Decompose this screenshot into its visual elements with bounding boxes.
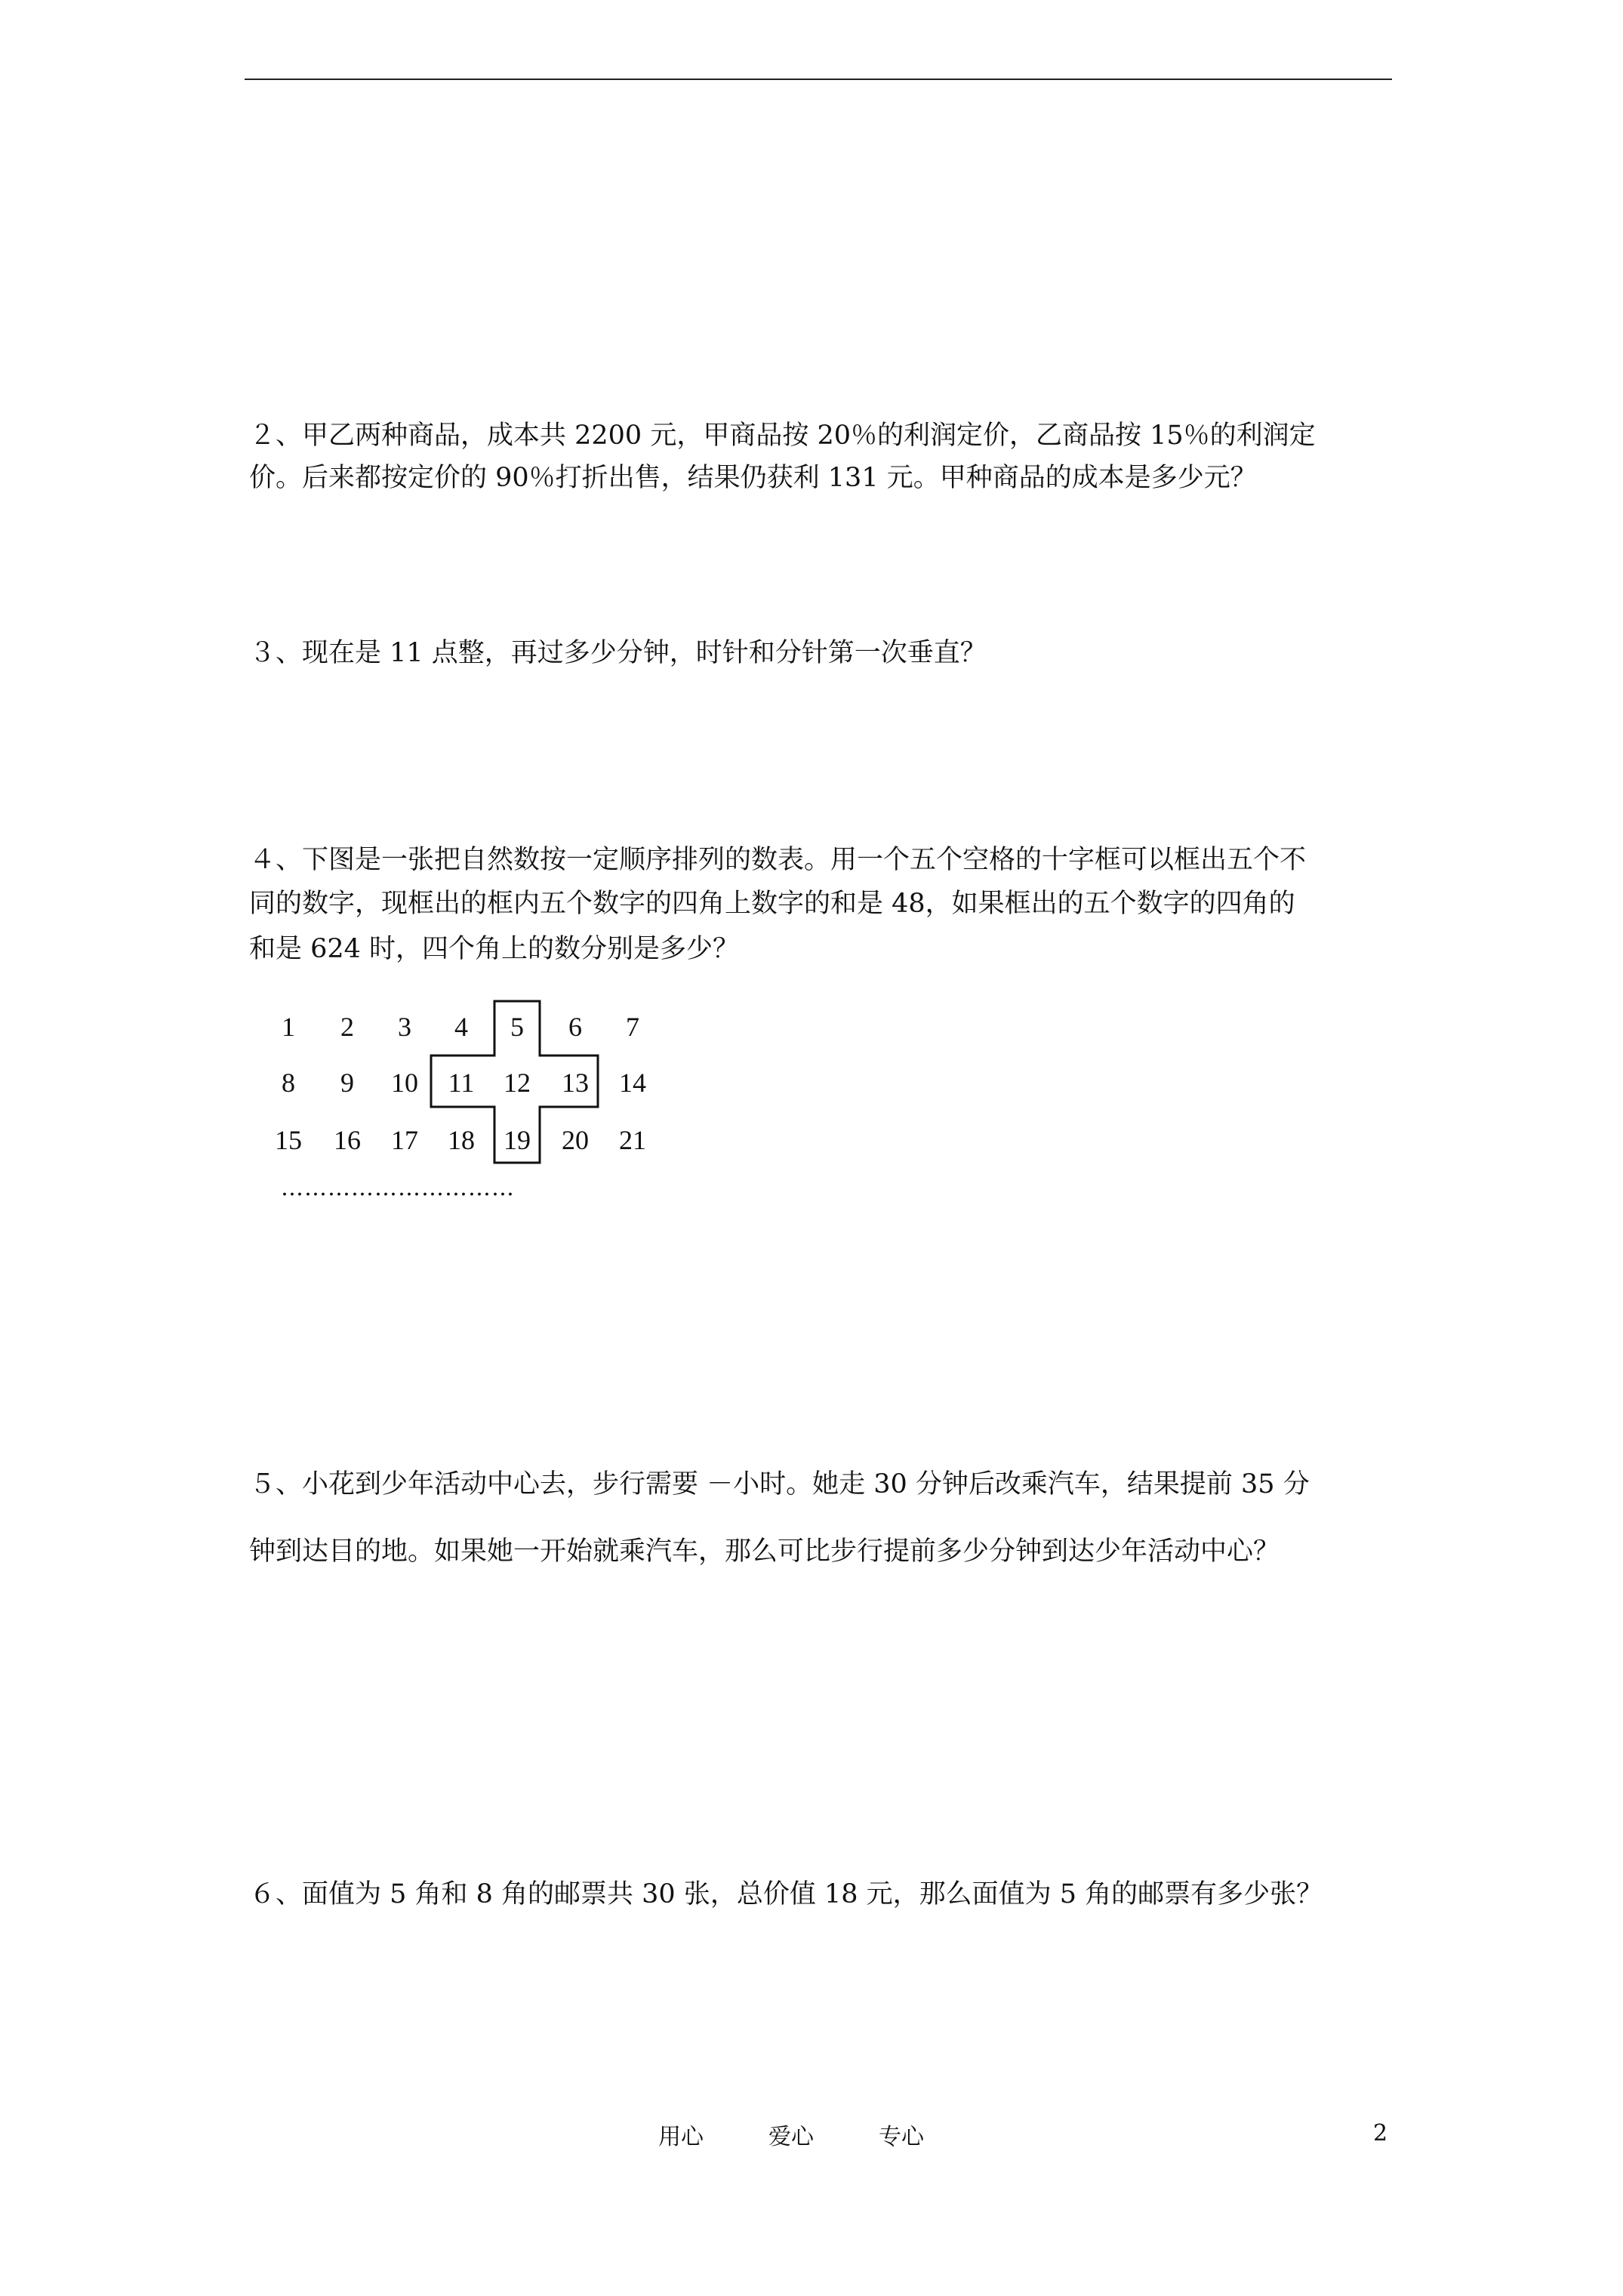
question-6-line-1: ６、面值为 5 角和 8 角的邮票共 30 张，总价值 18 元，那么面值为 5 角的邮票有多少张？ <box>249 1879 1323 1909</box>
question-4-line-2: 同的数字，现框出的框内五个数字的四角上数字的和是 48，如果框出的五个数字的四角的 <box>249 889 1295 919</box>
header-rule <box>245 79 1392 80</box>
question-2-line-2: 价。后来都按定价的 90％打折出售，结果仍获利 131 元。甲种商品的成本是多少元？ <box>249 463 1257 493</box>
footer-item-2: 爱心 <box>768 2124 814 2150</box>
table-cell: 19 <box>504 1125 531 1155</box>
question-2-line-1: ２、甲乙两种商品，成本共 2200 元，甲商品按 20％的利润定价，乙商品按 15％的利润定 <box>249 421 1316 451</box>
question-4-line-3: 和是 624 时，四个角上的数分别是多少？ <box>249 934 740 964</box>
table-cell: 4 <box>454 1012 468 1042</box>
table-cell: 16 <box>334 1125 361 1155</box>
table-cell: 1 <box>282 1012 295 1042</box>
question-5-line-1: ５、小花到少年活动中心去，步行需要 －小时。她走 30 分钟后改乘汽车，结果提前 35 分 <box>249 1469 1310 1499</box>
table-cell: 21 <box>619 1125 646 1155</box>
question-4-line-1: ４、下图是一张把自然数按一定顺序排列的数表。用一个五个空格的十字框可以框出五个不 <box>249 845 1307 875</box>
table-cell: 7 <box>626 1012 639 1042</box>
table-cell: 14 <box>619 1068 646 1098</box>
table-cell: 15 <box>275 1125 302 1155</box>
question-3-line-1: ３、现在是 11 点整，再过多少分钟，时针和分针第一次垂直？ <box>249 638 987 668</box>
table-cell: 5 <box>510 1012 524 1042</box>
table-cell: 18 <box>448 1125 475 1155</box>
page-number: 2 <box>1373 2120 1388 2147</box>
table-cell: 6 <box>568 1012 582 1042</box>
table-cell: 11 <box>448 1068 475 1098</box>
table-cell: 10 <box>391 1068 418 1098</box>
table-cell: 12 <box>504 1068 531 1098</box>
table-ellipsis: ………………………… <box>281 1175 515 1201</box>
table-cell: 3 <box>398 1012 411 1042</box>
table-cell: 8 <box>282 1068 295 1098</box>
table-cell: 2 <box>340 1012 354 1042</box>
table-cell: 20 <box>562 1125 589 1155</box>
footer-item-1: 用心 <box>658 2124 704 2150</box>
footer-item-3: 专心 <box>879 2124 924 2150</box>
table-cell: 9 <box>340 1068 354 1098</box>
table-cell: 13 <box>562 1068 589 1098</box>
table-cell: 17 <box>391 1125 418 1155</box>
question-5-line-2: 钟到达目的地。如果她一开始就乘汽车，那么可比步行提前多少分钟到达少年活动中心？ <box>249 1536 1280 1567</box>
